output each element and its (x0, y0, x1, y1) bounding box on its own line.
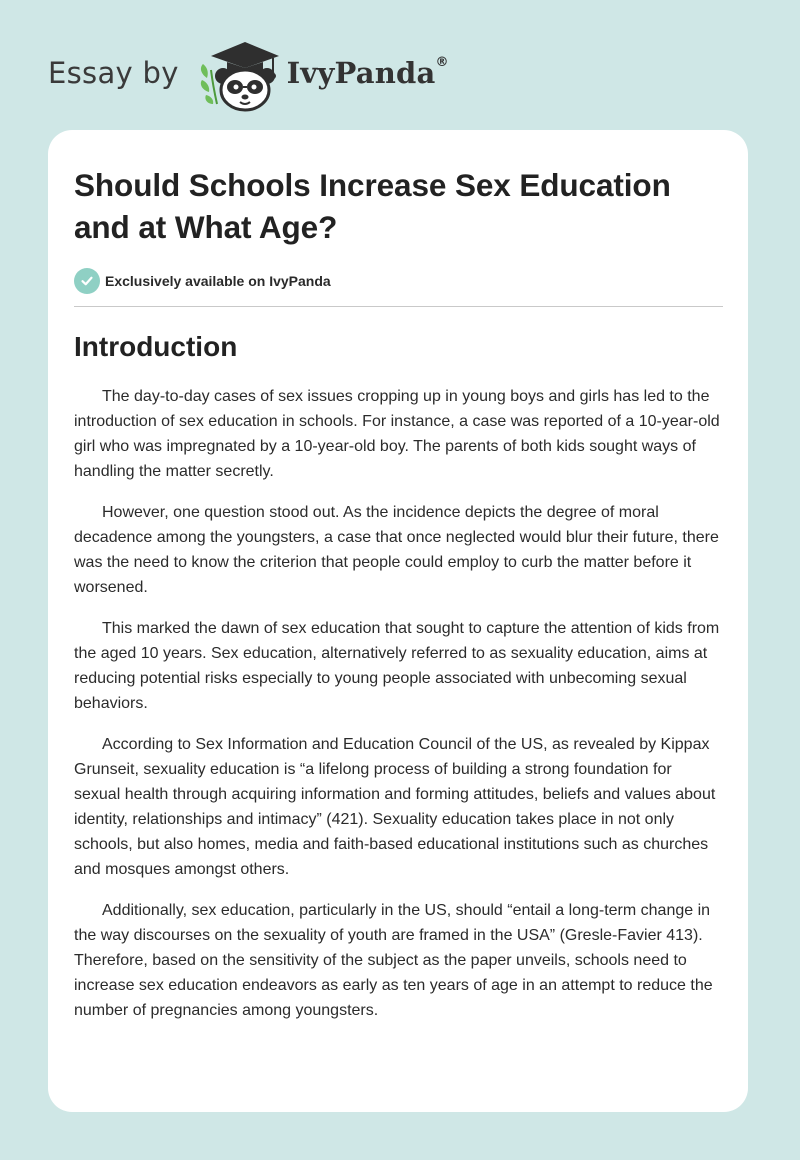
site-header (48, 34, 449, 112)
brand-prefix: Essay by (48, 56, 179, 90)
paragraph: According to Sex Information and Education Council of the US, as revealed by Kippax Grunseit, sexuality education is “a lifelong process of building a strong foundation for sexual health through acquiring information and forming attitudes, beliefs and values about identity, relationships and intimacy” (421). Sexuality education takes place in not only schools, but also homes, media and faith-based educational institutions such as churches and mosques amongst others. (74, 736, 716, 878)
section-heading: Introduction (74, 331, 238, 362)
registered-mark: ® (435, 55, 449, 71)
paragraph: The day-to-day cases of sex issues cropping up in young boys and girls has led to the introduction of sex education in schools. For instance, a case was reported of a 10-year-old girl who was impregnated by a 10-year-old boy. The parents of both kids sought ways of handling the matter secretly. (74, 388, 720, 480)
paragraph: However, one question stood out. As the incidence depicts the degree of moral decadence among the youngsters, a case that once neglected would blur their future, there was the need to know the criterion that people could employ to curb the matter before it worsened. (74, 504, 719, 596)
title-divider (74, 306, 723, 307)
check-circle-icon (74, 268, 100, 294)
essay-card (48, 130, 748, 1112)
paragraph: This marked the dawn of sex education that sought to capture the attention of kids from the aged 10 years. Sex education, alternatively referred to as sexuality education, aims at reducing potential risks especially to young people associated with unbecoming sexual behaviors. (74, 620, 720, 712)
paragraph: Additionally, sex education, particularly in the US, should “entail a long-term change in the way discourses on the sexuality of youth are framed in the USA” (Gresle-Favier 413). Therefore, based on the sensitivity of the subject as the paper unveils, schools need to increase sex education endeavors as early as ten years of age in an attempt to reduce the number of pregnancies among youngsters. (74, 902, 713, 1019)
page-title: Should Schools Increase Sex Education and at What Age? (74, 167, 671, 245)
panda-graduate-icon[interactable] (193, 34, 285, 112)
brand-name-text: IvyPanda (286, 56, 436, 90)
exclusive-badge (74, 268, 722, 294)
badge-label: Exclusively available on IvyPanda (105, 273, 331, 289)
brand-name[interactable] (287, 56, 449, 90)
